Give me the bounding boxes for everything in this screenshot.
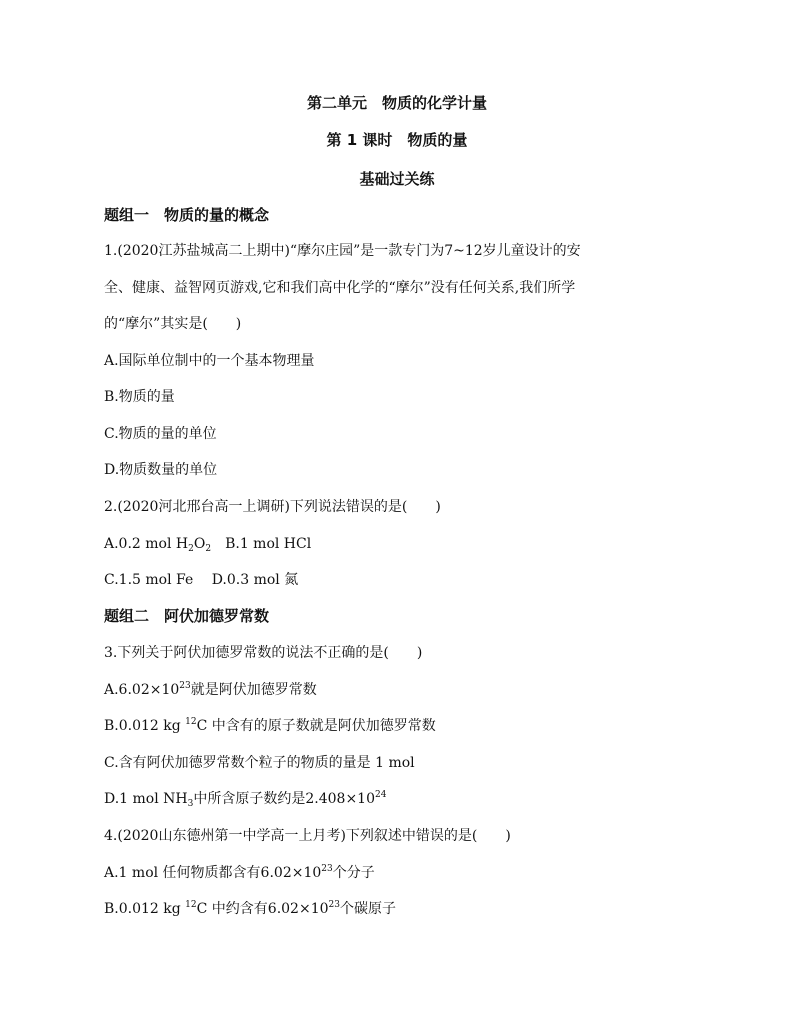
section-title: 基础过关练	[359, 170, 435, 188]
q3-option-a	[104, 680, 317, 700]
q4-option-a-prefix: A.1 mol 任何物质都含有6.02×10	[104, 865, 322, 881]
q3-option-a-sup: 23	[179, 681, 191, 691]
q1-option-c: C.物质的量的单位	[104, 426, 217, 442]
q1-stem-line2: 全、健康、益智网页游戏,它和我们高中化学的“摩尔”没有任何关系,我们所学	[104, 280, 576, 296]
q1-stem-line1: 1.(2020江苏盐城高二上期中)“摩尔庄园”是一款专门为7~12岁儿童设计的安	[104, 243, 581, 259]
unit-title: 第二单元 物质的化学计量	[306, 94, 487, 112]
q4-option-a	[104, 863, 375, 883]
q3-option-b-suffix: C 中含有的原子数就是阿伏加德罗常数	[196, 718, 436, 734]
q4-option-b-sup2: 23	[328, 900, 340, 910]
q3-option-b	[104, 716, 436, 736]
q1-option-b: B.物质的量	[104, 389, 175, 405]
q2-options-ab	[104, 534, 311, 554]
q3-stem: 3.下列关于阿伏加德罗常数的说法不正确的是( )	[104, 645, 423, 661]
q3-option-b-prefix: B.0.012 kg	[104, 718, 186, 734]
group2-heading: 题组二 阿伏加德罗常数	[104, 607, 270, 625]
q3-option-d-mid: 中所含原子数约是2.408×10	[193, 791, 375, 807]
q3-option-d	[104, 789, 386, 809]
q4-option-b-prefix: B.0.012 kg	[104, 901, 186, 917]
q3-option-d-prefix: D.1 mol NH	[104, 791, 188, 807]
lesson-title: 第 1 课时 物质的量	[326, 131, 468, 149]
q2-option-a-sub1: 2	[188, 544, 194, 554]
q4-stem: 4.(2020山东德州第一中学高一上月考)下列叙述中错误的是( )	[104, 828, 511, 844]
q4-option-a-sup: 23	[321, 864, 333, 874]
q2-option-a-sub2: 2	[205, 544, 212, 554]
q2-option-b: B.1 mol HCl	[211, 536, 312, 552]
q4-option-b-mid: C 中约含有6.02×10	[196, 901, 329, 917]
q3-option-d-sup: 24	[374, 790, 387, 800]
q2-options-cd: C.1.5 mol Fe D.0.3 mol 氮	[104, 572, 299, 588]
q4-option-b-suffix: 个碳原子	[339, 901, 396, 917]
q1-option-d: D.物质数量的单位	[104, 462, 218, 478]
q2-option-a-mid: O	[193, 536, 206, 552]
q1-option-a: A.国际单位制中的一个基本物理量	[104, 353, 315, 369]
q3-option-c: C.含有阿伏加德罗常数个粒子的物质的量是 1 mol	[104, 755, 415, 771]
q3-option-a-suffix: 就是阿伏加德罗常数	[190, 682, 317, 698]
q1-stem-line3: 的“摩尔”其实是( )	[104, 316, 242, 332]
q3-option-a-prefix: A.6.02×10	[104, 682, 180, 698]
q4-option-b-sup: 12	[185, 900, 197, 910]
q4-option-b	[104, 899, 396, 919]
q2-option-a-prefix: A.0.2 mol H	[104, 536, 189, 552]
q4-option-a-suffix: 个分子	[332, 865, 375, 881]
group1-heading: 题组一 物质的量的概念	[104, 206, 270, 224]
q2-stem: 2.(2020河北邢台高一上调研)下列说法错误的是( )	[104, 499, 441, 515]
q3-option-b-sup: 12	[185, 717, 197, 727]
q3-option-d-sub: 3	[187, 799, 194, 809]
